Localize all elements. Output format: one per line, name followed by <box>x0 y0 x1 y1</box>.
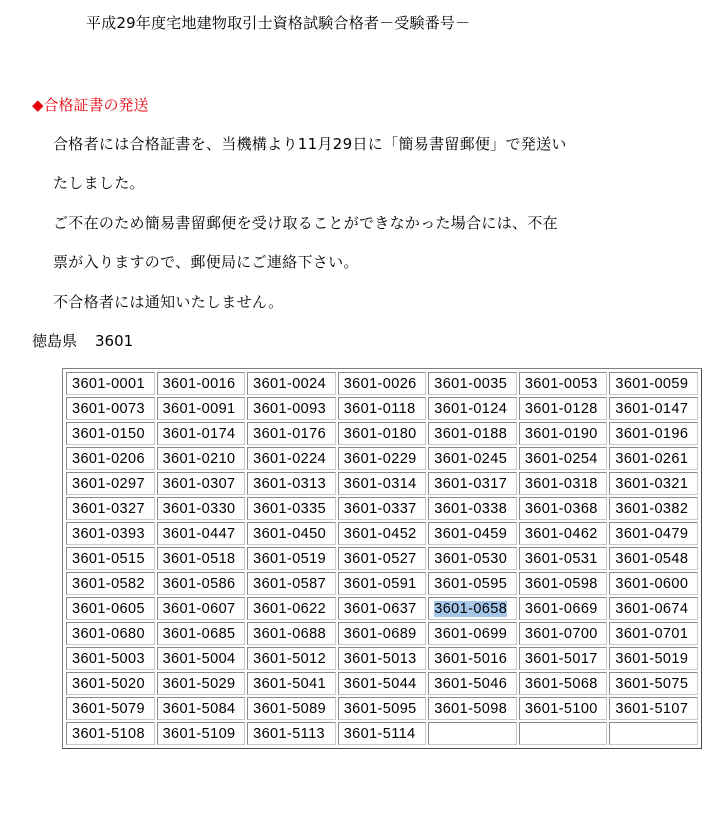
table-cell: 3601-0001 <box>66 372 155 395</box>
table-cell: 3601-0210 <box>157 447 246 470</box>
table-cell: 3601-5098 <box>428 697 517 720</box>
table-cell: 3601-0035 <box>428 372 517 395</box>
table-cell: 3601-0206 <box>66 447 155 470</box>
table-cell: 3601-0519 <box>247 547 336 570</box>
table-row <box>66 547 698 570</box>
table-row <box>66 522 698 545</box>
table-cell: 3601-0261 <box>609 447 698 470</box>
table-cell: 3601-0452 <box>338 522 427 545</box>
table-row <box>66 622 698 645</box>
table-cell: 3601-0598 <box>519 572 608 595</box>
table-cell: 3601-5113 <box>247 722 336 745</box>
table-cell: 3601-0229 <box>338 447 427 470</box>
table-cell: 3601-0124 <box>428 397 517 420</box>
table-cell: 3601-0321 <box>609 472 698 495</box>
table-cell: 3601-0669 <box>519 597 608 620</box>
table-cell: 3601-5016 <box>428 647 517 670</box>
table-cell: 3601-5012 <box>247 647 336 670</box>
table-cell: 3601-5075 <box>609 672 698 695</box>
section-heading: ◆合格証書の発送 <box>32 96 149 114</box>
table-cell: 3601-0586 <box>157 572 246 595</box>
table-cell: 3601-5114 <box>338 722 427 745</box>
table-cell: 3601-5029 <box>157 672 246 695</box>
table-cell: 3601-0190 <box>519 422 608 445</box>
table-cell: 3601-0118 <box>338 397 427 420</box>
table-cell: 3601-0531 <box>519 547 608 570</box>
table-cell: 3601-0479 <box>609 522 698 545</box>
table-cell <box>519 722 608 745</box>
table-cell: 3601-0587 <box>247 572 336 595</box>
notice-line-3: ご不在のため簡易書留郵便を受け取ることができなかった場合には、不在 <box>53 214 558 232</box>
table-cell: 3601-0674 <box>609 597 698 620</box>
table-cell: 3601-0314 <box>338 472 427 495</box>
table-cell: 3601-0450 <box>247 522 336 545</box>
table-cell: 3601-0337 <box>338 497 427 520</box>
table-cell: 3601-5107 <box>609 697 698 720</box>
table-cell: 3601-5017 <box>519 647 608 670</box>
table-cell: 3601-0245 <box>428 447 517 470</box>
table-cell: 3601-5109 <box>157 722 246 745</box>
table-cell: 3601-5013 <box>338 647 427 670</box>
table-cell: 3601-0680 <box>66 622 155 645</box>
table-cell: 3601-5019 <box>609 647 698 670</box>
table-cell: 3601-0518 <box>157 547 246 570</box>
table-cell: 3601-0688 <box>247 622 336 645</box>
table-cell: 3601-0335 <box>247 497 336 520</box>
table-cell: 3601-0297 <box>66 472 155 495</box>
table-row <box>66 697 698 720</box>
table-cell: 3601-5046 <box>428 672 517 695</box>
table-cell: 3601-0254 <box>519 447 608 470</box>
table-cell: 3601-0327 <box>66 497 155 520</box>
table-cell: 3601-0607 <box>157 597 246 620</box>
table-cell: 3601-0685 <box>157 622 246 645</box>
table-cell: 3601-0016 <box>157 372 246 395</box>
table-cell: 3601-0147 <box>609 397 698 420</box>
table-cell: 3601-0196 <box>609 422 698 445</box>
table-cell: 3601-0447 <box>157 522 246 545</box>
table-cell: 3601-0091 <box>157 397 246 420</box>
table-cell: 3601-0174 <box>157 422 246 445</box>
table-cell: 3601-0700 <box>519 622 608 645</box>
table-cell: 3601-0701 <box>609 622 698 645</box>
table-cell: 3601-0459 <box>428 522 517 545</box>
table-cell: 3601-5100 <box>519 697 608 720</box>
table-cell: 3601-0093 <box>247 397 336 420</box>
table-cell: 3601-0026 <box>338 372 427 395</box>
table-cell: 3601-0527 <box>338 547 427 570</box>
notice-line-5: 不合格者には通知いたしません。 <box>53 293 284 311</box>
table-row <box>66 447 698 470</box>
table-cell <box>428 722 517 745</box>
table-cell: 3601-0600 <box>609 572 698 595</box>
table-cell: 3601-5108 <box>66 722 155 745</box>
table-cell: 3601-0318 <box>519 472 608 495</box>
table-cell: 3601-5041 <box>247 672 336 695</box>
table-cell: 3601-0382 <box>609 497 698 520</box>
table-cell: 3601-0317 <box>428 472 517 495</box>
table-row <box>66 672 698 695</box>
table-cell: 3601-0180 <box>338 422 427 445</box>
table-row <box>66 472 698 495</box>
table-cell: 3601-0622 <box>247 597 336 620</box>
exam-number-table-wrapper <box>62 368 702 749</box>
table-cell: 3601-0393 <box>66 522 155 545</box>
table-cell: 3601-0059 <box>609 372 698 395</box>
table-cell: 3601-0368 <box>519 497 608 520</box>
table-cell: 3601-5089 <box>247 697 336 720</box>
table-cell: 3601-0530 <box>428 547 517 570</box>
table-cell: 3601-0462 <box>519 522 608 545</box>
table-cell: 3601-0591 <box>338 572 427 595</box>
table-cell: 3601-5044 <box>338 672 427 695</box>
selected-text[interactable]: 3601-0658 <box>434 600 508 617</box>
notice-line-4: 票が入りますので、郵便局にご連絡下さい。 <box>53 253 359 271</box>
table-row <box>66 397 698 420</box>
notice-line-1: 合格者には合格証書を、当機構より11月29日に「簡易書留郵便」で発送い <box>53 135 567 153</box>
table-row <box>66 372 698 395</box>
exam-number-table-body <box>66 372 698 745</box>
table-cell: 3601-0515 <box>66 547 155 570</box>
table-cell: 3601-0330 <box>157 497 246 520</box>
table-cell: 3601-0582 <box>66 572 155 595</box>
table-cell: 3601-5003 <box>66 647 155 670</box>
table-cell: 3601-5084 <box>157 697 246 720</box>
table-cell: 3601-0053 <box>519 372 608 395</box>
table-cell: 3601-0595 <box>428 572 517 595</box>
table-cell: 3601-0150 <box>66 422 155 445</box>
prefecture-code: 3601 <box>95 332 134 350</box>
table-cell: 3601-0338 <box>428 497 517 520</box>
table-cell: 3601-0313 <box>247 472 336 495</box>
table-cell: 3601-0073 <box>66 397 155 420</box>
page-title: 平成29年度宅地建物取引士資格試験合格者－受験番号－ <box>86 14 471 32</box>
notice-line-2: たしました。 <box>53 174 145 192</box>
table-cell <box>428 597 517 620</box>
table-cell: 3601-0307 <box>157 472 246 495</box>
table-cell: 3601-0637 <box>338 597 427 620</box>
table-cell: 3601-5095 <box>338 697 427 720</box>
table-row <box>66 597 698 620</box>
table-cell: 3601-0224 <box>247 447 336 470</box>
exam-number-table <box>64 370 700 747</box>
table-row <box>66 572 698 595</box>
table-cell: 3601-0605 <box>66 597 155 620</box>
table-cell <box>609 722 698 745</box>
table-cell: 3601-0699 <box>428 622 517 645</box>
table-cell: 3601-0128 <box>519 397 608 420</box>
table-cell: 3601-0024 <box>247 372 336 395</box>
prefecture-name: 徳島県 <box>32 332 78 350</box>
table-cell: 3601-0188 <box>428 422 517 445</box>
table-row <box>66 647 698 670</box>
table-cell: 3601-5068 <box>519 672 608 695</box>
prefecture-label <box>32 330 133 351</box>
table-cell: 3601-5004 <box>157 647 246 670</box>
table-cell: 3601-0689 <box>338 622 427 645</box>
table-cell: 3601-5079 <box>66 697 155 720</box>
table-cell: 3601-0548 <box>609 547 698 570</box>
table-row <box>66 722 698 745</box>
table-row <box>66 422 698 445</box>
table-cell: 3601-0176 <box>247 422 336 445</box>
table-row <box>66 497 698 520</box>
table-cell: 3601-5020 <box>66 672 155 695</box>
